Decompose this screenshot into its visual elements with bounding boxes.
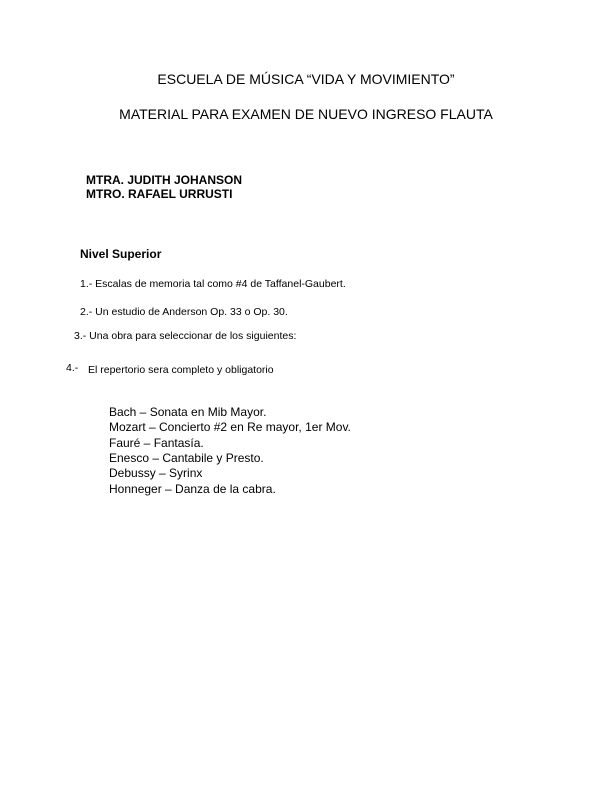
teacher-name: MTRA. JUDITH JOHANSON <box>86 173 243 187</box>
repertoire-item: Fauré – Fantasía. <box>109 436 204 450</box>
repertoire-item: Mozart – Concierto #2 en Re mayor, 1er Mov. <box>109 420 351 434</box>
exam-title: MATERIAL PARA EXAMEN DE NUEVO INGRESO FLAUTA <box>119 106 493 122</box>
repertoire-item: Honneger – Danza de la cabra. <box>109 482 276 496</box>
level-heading: Nivel Superior <box>80 247 162 261</box>
repertoire-item: Enesco – Cantabile y Presto. <box>109 451 264 465</box>
repertoire-item: Debussy – Syrinx <box>109 466 203 480</box>
requirement-item: El repertorio sera completo y obligatorio <box>88 364 274 376</box>
teacher-name: MTRO. RAFAEL URRUSTI <box>86 187 233 201</box>
requirement-item: 3.- Una obra para seleccionar de los siguientes: <box>74 330 297 342</box>
repertoire-item: Bach – Sonata en Mib Mayor. <box>109 405 267 419</box>
requirement-item: 1.- Escalas de memoria tal como #4 de Taffanel-Gaubert. <box>80 278 346 290</box>
requirement-number: 4.- <box>66 362 79 374</box>
requirement-item: 2.- Un estudio de Anderson Op. 33 o Op. 30. <box>80 306 288 318</box>
school-title: ESCUELA DE MÚSICA “VIDA Y MOVIMIENTO” <box>157 71 455 87</box>
